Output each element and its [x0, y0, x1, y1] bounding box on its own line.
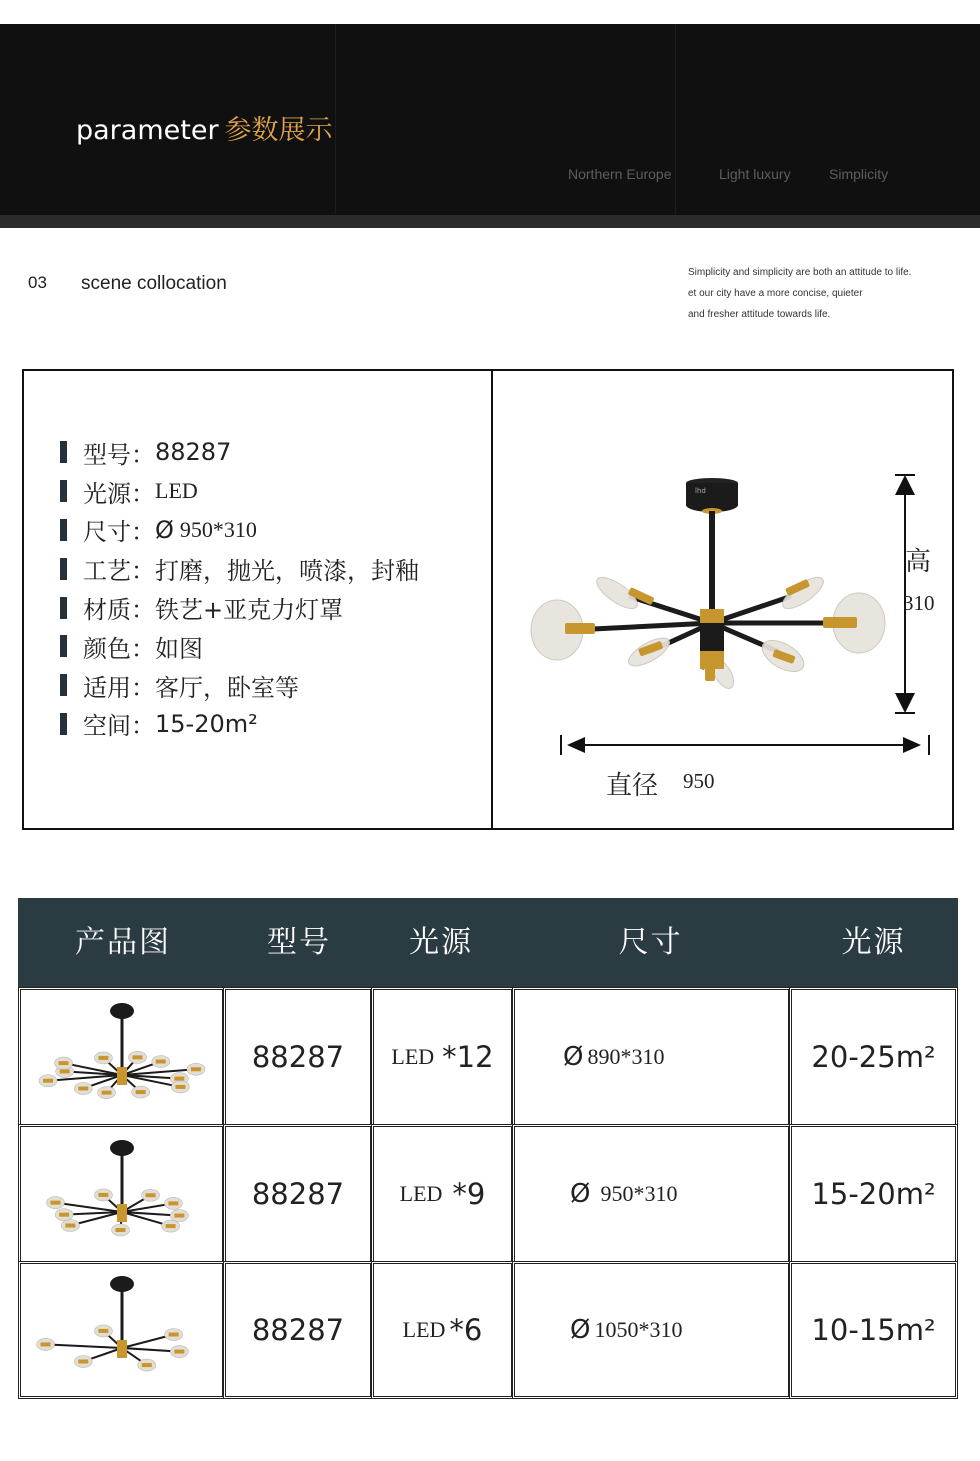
spec-value: 铁艺+亚克力灯罩: [155, 596, 344, 625]
spec-item-size: [60, 511, 419, 550]
height-value: 310: [903, 591, 935, 615]
chandelier-dimension-illustration: [493, 371, 954, 828]
product-image-cell: [18, 987, 225, 1127]
spec-value: LED: [155, 478, 198, 504]
bullet-bar: [60, 480, 67, 502]
header-model: 型号: [267, 925, 331, 960]
spec-label: 空间：: [83, 712, 155, 741]
spec-item-light-source: [60, 472, 419, 511]
chandelier-thumbnail: [27, 997, 217, 1117]
size-value: 1050*310: [594, 1317, 683, 1342]
spec-label: 光源：: [83, 479, 155, 508]
spec-label: 型号：: [83, 440, 155, 469]
diameter-value: 950: [683, 769, 715, 793]
spec-item-usage: [60, 666, 419, 705]
banner-tag-light-luxury: Light luxury: [719, 166, 791, 182]
product-image-cell: [18, 1124, 225, 1264]
spec-item-model: [60, 433, 419, 472]
light-source-value: LED: [402, 1317, 446, 1342]
bullet-bar: [60, 674, 67, 696]
diameter-symbol: Ø: [570, 1179, 591, 1209]
banner-bottom-strip: [0, 215, 980, 228]
size-value: 950*310: [600, 1181, 678, 1206]
spec-value: 客厅，卧室等: [155, 673, 299, 702]
size-cell: [512, 1124, 791, 1264]
section-label: scene collocation: [81, 273, 227, 294]
space-cell: [789, 987, 958, 1127]
spec-label: 尺寸：: [83, 518, 155, 547]
space-value: 20-25m²: [811, 1040, 936, 1074]
diameter-symbol: Ø: [155, 515, 174, 544]
size-cell: [512, 1261, 791, 1399]
model-value: 88287: [251, 1313, 345, 1347]
bullet-bar: [60, 635, 67, 657]
light-count-value: *9: [452, 1177, 486, 1211]
spec-value: 950*310: [179, 516, 257, 542]
diameter-symbol: Ø: [570, 1315, 591, 1345]
spec-list: [60, 433, 419, 743]
spec-label: 工艺：: [83, 557, 155, 586]
spec-item-material: [60, 588, 419, 627]
banner-tag-northern-europe: Northern Europe: [568, 166, 672, 182]
banner-title-cn: 参数展示: [224, 115, 333, 146]
motto-line: et our city have a more concise, quieter: [688, 288, 863, 299]
spec-value: 88287: [155, 438, 232, 467]
table-row: [18, 987, 958, 1127]
header-product-image: 产品图: [75, 925, 171, 960]
spec-value: 15-20m²: [155, 709, 258, 738]
header-banner: [0, 24, 980, 228]
space-value: 15-20m²: [811, 1177, 936, 1211]
light-count-value: *12: [442, 1040, 494, 1074]
spec-label: 材质：: [83, 596, 155, 625]
table-header: [18, 898, 958, 987]
model-value: 88287: [251, 1040, 345, 1074]
model-cell: [223, 987, 373, 1127]
light-source-cell: [371, 1261, 514, 1399]
banner-title: [76, 108, 333, 147]
bullet-bar: [60, 597, 67, 619]
light-source-cell: [371, 1124, 514, 1264]
bullet-bar: [60, 713, 67, 735]
spec-label: 适用：: [83, 673, 155, 702]
banner-panel-divider: [675, 24, 676, 214]
light-source-value: LED: [391, 1044, 435, 1069]
size-value: 890*310: [587, 1044, 665, 1069]
bullet-bar: [60, 558, 67, 580]
size-cell: [512, 987, 791, 1127]
spec-label: 颜色：: [83, 634, 155, 663]
model-cell: [223, 1124, 373, 1264]
diameter-symbol: Ø: [563, 1042, 584, 1072]
banner-tag-simplicity: Simplicity: [829, 166, 889, 182]
space-cell: [789, 1124, 958, 1264]
light-source-value: LED: [399, 1181, 443, 1206]
product-image-cell: [18, 1261, 225, 1399]
spec-box: [22, 369, 954, 830]
bullet-bar: [60, 519, 67, 541]
svg-text:lhd: lhd: [695, 487, 706, 495]
model-value: 88287: [251, 1177, 345, 1211]
light-source-cell: [371, 987, 514, 1127]
spec-value: 如图: [155, 634, 203, 663]
motto-text: [688, 262, 911, 325]
header-space: 光源: [841, 925, 906, 960]
space-value: 10-15m²: [811, 1313, 936, 1347]
spec-item-color: [60, 627, 419, 666]
motto-line: and fresher attitude towards life.: [688, 309, 831, 320]
header-light-source: 光源: [409, 925, 473, 960]
spec-item-space: [60, 705, 419, 744]
bullet-bar: [60, 441, 67, 463]
model-cell: [223, 1261, 373, 1399]
table-row: [18, 1261, 958, 1399]
spec-item-craft: [60, 549, 419, 588]
chandelier-thumbnail: [27, 1134, 217, 1254]
spec-value: 打磨，抛光，喷漆，封釉: [155, 557, 419, 586]
chandelier-thumbnail: [27, 1270, 217, 1390]
banner-panel-divider: [335, 24, 336, 214]
motto-line: Simplicity and simplicity are both an attitude to life.: [688, 267, 912, 278]
table-row: [18, 1124, 958, 1264]
diameter-label: 直径: [606, 771, 659, 801]
light-count-value: *6: [449, 1313, 483, 1347]
header-size: 尺寸: [618, 925, 683, 960]
space-cell: [789, 1261, 958, 1399]
section-number: 03: [28, 273, 47, 292]
height-label: 高: [905, 547, 932, 577]
banner-title-en: parameter: [76, 115, 219, 146]
